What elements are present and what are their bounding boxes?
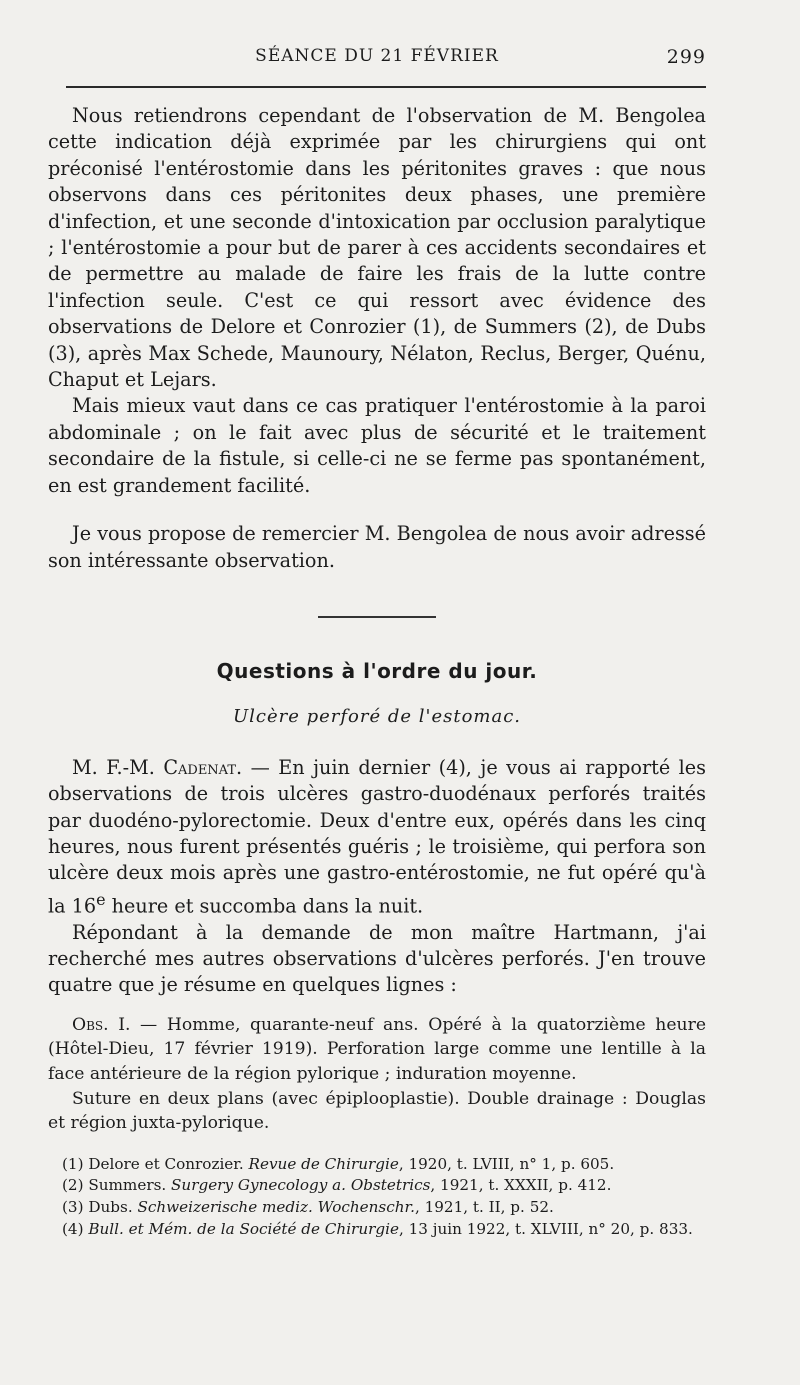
footnote-journal: Schweizerische mediz. Wochenschr.: [137, 1197, 415, 1216]
footnote-reference: , 1921, t. II, p. 52.: [414, 1197, 554, 1216]
footnote: [48, 1175, 706, 1197]
section-subtitle: Ulcère perforé de l'estomac.: [232, 706, 522, 728]
paragraph-cadenat-2: Répondant à la demande de mon maître Hartmann, j'ai recherché mes autres observations d'ulcères perforés. J'en trouve quatre que je résume en quelques lignes :: [48, 920, 706, 997]
page-number: 299: [666, 46, 706, 68]
footnote-reference: , 1920, t. LVIII, n° 1, p. 605.: [398, 1154, 615, 1173]
ordinal-suffix: e: [96, 889, 106, 909]
observation-body: — Homme, quarante-neuf ans. Opéré à la quatorzième heure (Hôtel-Dieu, 17 février 1919). Perforation large comme une lentille à la face antérieure de la région pylorique ; induration moyenne.: [48, 1014, 706, 1084]
section-divider: [318, 616, 436, 618]
footnote-authors: Summers.: [83, 1176, 172, 1195]
paragraph-bengolea-2: Mais mieux vaut dans ce cas pratiquer l'entérostomie à la paroi abdominale ; on le fait avec plus de sécurité et le traitement secondaire de la fistule, si celle-ci ne se ferme pas spontanément, en est grandement facilité.: [48, 394, 706, 497]
footnote: [48, 1197, 706, 1219]
footnote-authors: Delore et Conrozier.: [83, 1154, 249, 1173]
observation-1-treatment: Suture en deux plans (avec épiplooplastie). Double drainage : Douglas et région juxta-pylorique.: [48, 1088, 706, 1134]
footnote-number: (2): [62, 1176, 84, 1195]
footnote-journal: Surgery Gynecology a. Obstetrics: [171, 1176, 431, 1195]
footnote-number: (1): [62, 1154, 84, 1173]
paragraph-bengolea-3: Je vous propose de remercier M. Bengolea de nous avoir adressé son intéressante observation.: [48, 522, 706, 572]
footnote-number: (4): [62, 1219, 84, 1238]
cadenat-text-end: heure et succomba dans la nuit.: [105, 894, 424, 918]
paragraph-cadenat-1: [48, 755, 706, 920]
footnote: [48, 1219, 706, 1241]
footnote-authors: Dubs.: [83, 1197, 138, 1216]
footnote-reference: , 13 juin 1922, t. XLVIII, n° 20, p. 833.: [398, 1219, 693, 1238]
footnote: [48, 1154, 706, 1176]
observation-1-text: [48, 1013, 706, 1087]
paragraph-bengolea-1: Nous retiendrons cependant de l'observation de M. Bengolea cette indication déjà exprimée par les chirurgiens qui ont préconisé l'entérostomie dans les péritonites graves : que nous observons dans ces péritonites deux phases, une première d'infection, et une seconde d'intoxication par occlusion paralytique ; l'entérostomie a pour but de parer à ces accidents secondaires et de permettre au malade de faire les frais de la lutte contre l'infection seule. C'est ce qui ressort avec évidence des observations de Delore et Conrozier (1), de Summers (2), de Dubs (3), après Max Schede, Maunoury, Nélaton, Reclus, Berger, Quénu, Chaput et Lejars.: [48, 104, 706, 392]
header-rule: [66, 86, 706, 88]
footnotes: [48, 1154, 706, 1240]
cadenat-text: . — En juin dernier (4), je vous ai rapporté les observations de trois ulcères gastro-duodénaux perforés traités par duodéno-pylorectomie. Deux d'entre eux, opérés dans les cinq heures, nous furent présentés guéris ; le troisième, qui perfora son ulcère deux mois après une gastro-entérostomie, ne fut opéré qu'à la 16: [48, 755, 706, 918]
author-name: Cadenat: [163, 755, 237, 779]
author-prefix: M. F.-M.: [72, 755, 164, 779]
section-title: Questions à l'ordre du jour.: [216, 658, 538, 683]
page-body: [48, 103, 706, 1240]
footnote-reference: , 1921, t. XXXII, p. 412.: [430, 1176, 612, 1195]
observation-label: Obs. I.: [72, 1014, 131, 1035]
footnote-journal: Bull. et Mém. de la Société de Chirurgie: [88, 1219, 399, 1238]
footnote-number: (3): [62, 1197, 84, 1216]
footnote-journal: Revue de Chirurgie: [248, 1154, 399, 1173]
running-title: SÉANCE DU 21 FÉVRIER: [255, 46, 499, 66]
running-header: [48, 44, 706, 72]
observation-1: [48, 1013, 706, 1136]
